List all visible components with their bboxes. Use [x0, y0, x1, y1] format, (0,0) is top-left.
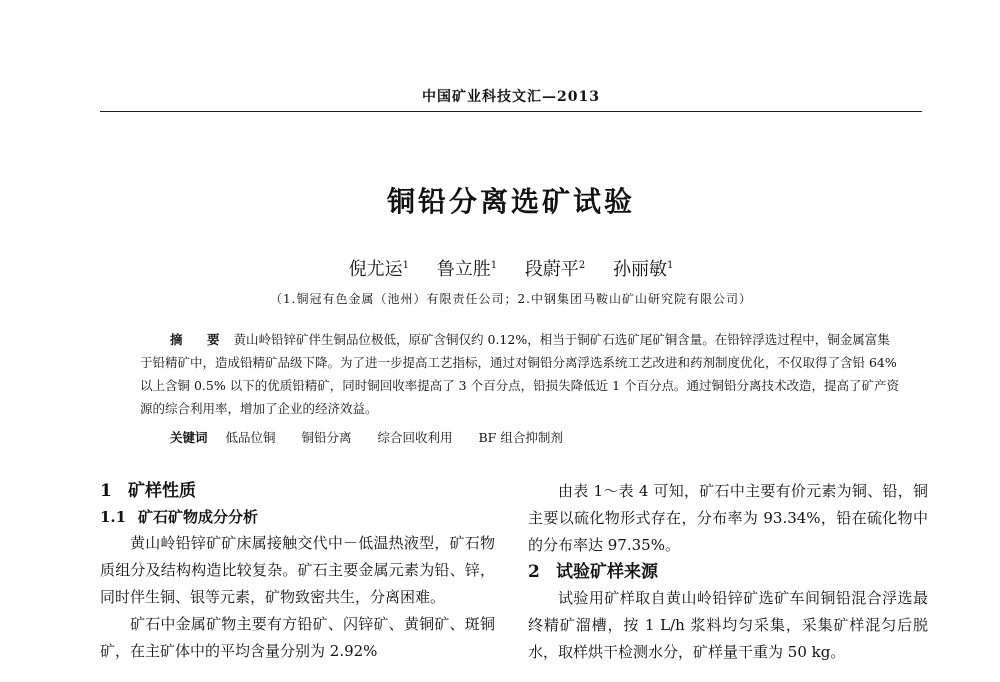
author [437, 259, 519, 280]
journal-header: 中国矿业科技文汇—2013 [422, 89, 600, 105]
author-affil-mark: 2 [578, 260, 586, 271]
author [349, 259, 431, 280]
author-affil-mark: 1 [402, 260, 410, 271]
body-paragraph: 矿石中金属矿物主要有方铅矿、闪锌矿、黄铜矿、斑铜矿，在主矿体中的平均含量分别为 2.92% [100, 615, 495, 660]
section-number: 2 [528, 562, 540, 582]
subsection-heading [100, 504, 495, 530]
subsection-number: 1.1 [100, 508, 127, 526]
author-affil-mark: 1 [666, 260, 674, 271]
body-paragraph: 黄山岭铅锌矿矿床属接触交代中－低温热液型，矿石物质组分及结构构造比较复杂。矿石主要金属元素为铅、锌，同时伴生铜、银等元素，矿物致密共生，分离困难。 [100, 534, 495, 606]
keyword: 综合回收利用 [377, 430, 453, 445]
section-title: 试验矿样来源 [556, 562, 658, 582]
subsection-title: 矿石矿物成分分析 [138, 508, 259, 526]
author [525, 259, 607, 280]
author-list [100, 255, 922, 281]
section-number: 1 [100, 481, 112, 501]
keyword: 铜铅分离 [301, 430, 352, 445]
keyword: BF 组合抑制剂 [478, 430, 563, 445]
abstract-label: 摘 要 [170, 332, 226, 347]
header-rule [100, 111, 922, 112]
author-name: 孙丽敏 [612, 259, 667, 280]
affiliations: （1.铜冠有色金属（池州）有限责任公司；2.中钢集团马鞍山矿山研究院有限公司） [270, 292, 752, 306]
author-name: 段蔚平 [524, 259, 579, 280]
right-column [528, 478, 928, 666]
author-affil-mark: 1 [490, 260, 498, 271]
keywords [170, 428, 900, 446]
paper-title: 铜铅分离选矿试验 [386, 185, 635, 218]
author-name: 倪尤运 [348, 259, 403, 280]
author-name: 鲁立胜 [436, 259, 491, 280]
section-title: 矿样性质 [128, 481, 196, 501]
keywords-label: 关键词 [170, 430, 208, 445]
body-paragraph: 由表 1～表 4 可知，矿石中主要有价元素为铜、铅，铜主要以硫化物形式存在，分布率为 93.34%，铅在硫化物中的分布率达 97.35%。 [528, 482, 928, 554]
body-paragraph: 试验用矿样取自黄山岭铅锌矿选矿车间铜铅混合浮选最终精矿溜槽，按 1 L/h 浆料均匀采集，采集矿样混匀后脱水，取样烘干检测水分，矿样量干重为 50 kg。 [528, 589, 928, 661]
section-heading [100, 478, 495, 504]
keyword: 低品位铜 [225, 430, 276, 445]
section-heading [528, 559, 928, 585]
author [613, 259, 673, 280]
abstract [140, 328, 900, 420]
abstract-text: 黄山岭铅锌矿伴生铜品位极低，原矿含铜仅约 0.12%，相当于铜矿石选矿尾矿铜含量。在铅锌浮选过程中，铜金属富集于铅精矿中，造成铅精矿品级下降。为了进一步提高工艺指标，通过对铜铅分离浮选系统工艺改进和药剂制度优化，不仅取得了含铅 64% 以上含铜 0.5% 以下的优质铅精矿，同时铜回收率提高了 3 个百分点，铅损失降低近 1 个百分点。通过铜铅分离技术改造，提高了矿产资源的综合利用率，增加了企业的经济效益。 [140, 332, 900, 416]
left-column [100, 478, 495, 665]
